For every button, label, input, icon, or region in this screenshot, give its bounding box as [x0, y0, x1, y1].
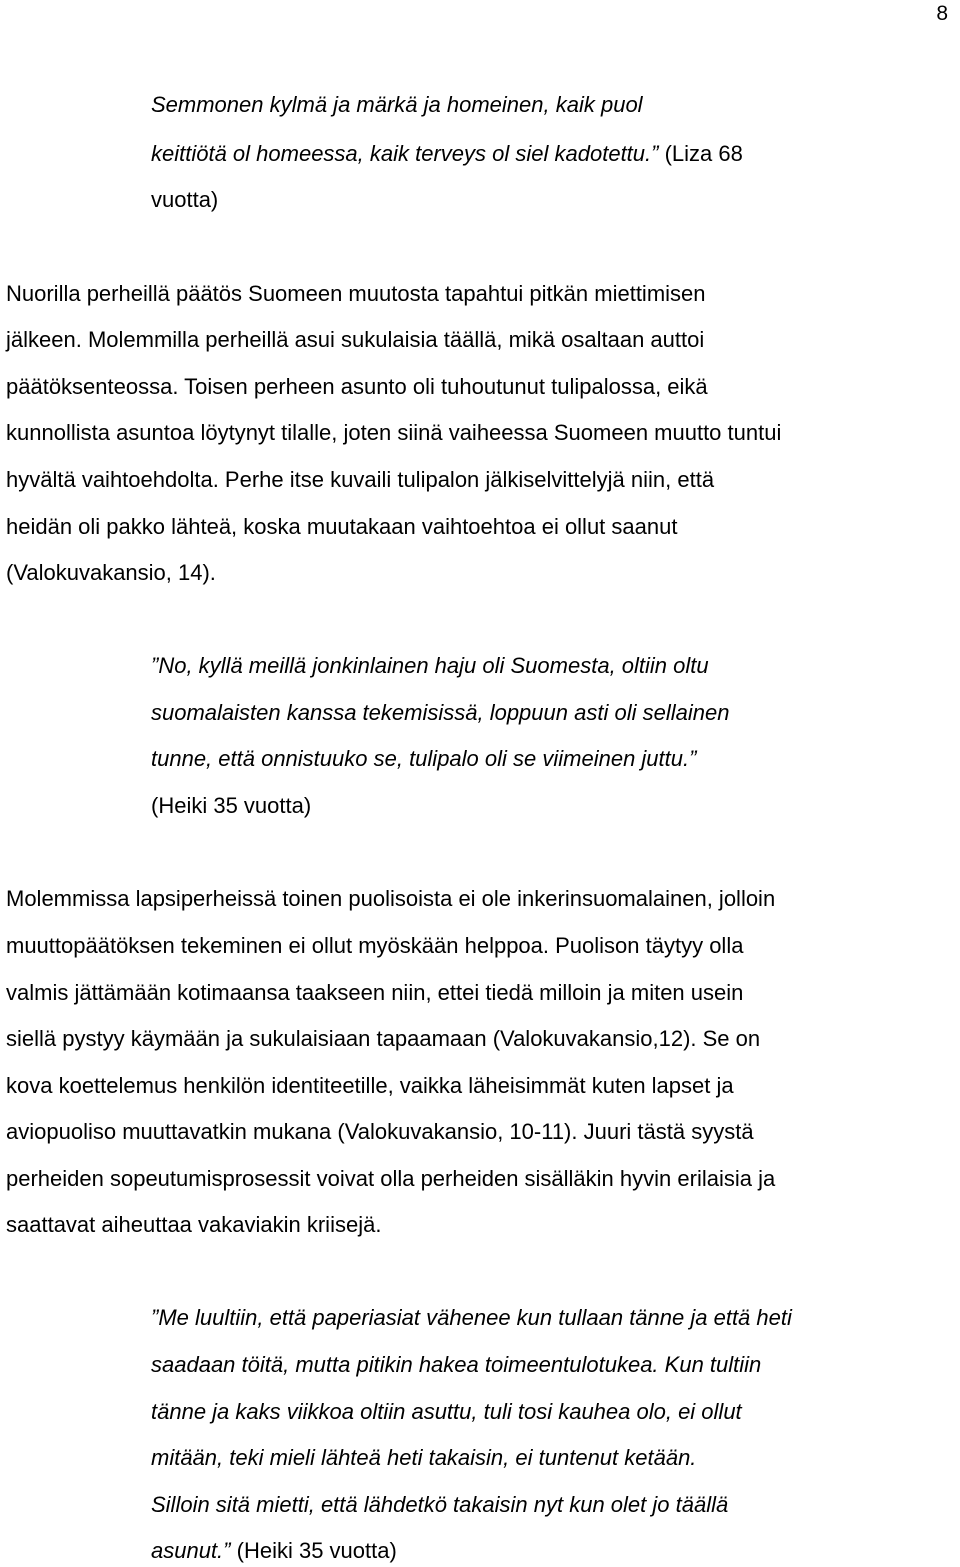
paragraph-line: muuttopäätöksen tekeminen ei ollut myöskään helppoa. Puolison täytyy olla [6, 933, 744, 958]
paragraph-line: päätöksenteossa. Toisen perheen asunto oli tuhoutunut tulipalossa, eikä [6, 374, 708, 399]
quote-line: suomalaisten kanssa tekemisissä, loppuun asti oli sellainen [151, 700, 730, 725]
paragraph-line: kova koettelemus henkilön identiteetille, vaikka läheisimmät kuten lapset ja [6, 1073, 734, 1098]
quote-line: vuotta) [151, 187, 219, 212]
quote-line: Semmonen kylmä ja märkä ja homeinen, kaik puol [151, 92, 643, 117]
quote-line: saadaan töitä, mutta pitikin hakea toimeentulotukea. Kun tultiin [151, 1352, 762, 1377]
paragraph-line: saattavat aiheuttaa vakaviakin kriisejä. [6, 1212, 382, 1237]
paragraph-line: jälkeen. Molemmilla perheillä asui sukulaisia täällä, mikä osaltaan auttoi [6, 327, 705, 352]
paragraph-line: heidän oli pakko lähteä, koska muutakaan vaihtoehtoa ei ollut saanut [6, 514, 678, 539]
quote-line: mitään, teki mieli lähteä heti takaisin, ei tuntenut ketään. [151, 1445, 697, 1470]
paragraph-line: valmis jättämään kotimaansa taakseen niin, ettei tiedä milloin ja miten usein [6, 980, 744, 1005]
paragraph-line: kunnollista asuntoa löytynyt tilalle, joten siinä vaiheessa Suomeen muutto tuntui [6, 420, 782, 445]
page-number: 8 [936, 2, 948, 25]
paragraph-line: Nuorilla perheillä päätös Suomeen muutosta tapahtui pitkän miettimisen [6, 281, 706, 306]
quote-attribution: (Heiki 35 vuotta) [151, 793, 312, 818]
quote-line: asunut.” (Heiki 35 vuotta) [151, 1538, 397, 1563]
paragraph-line: siellä pystyy käymään ja sukulaisiaan tapaamaan (Valokuvakansio,12). Se on [6, 1026, 761, 1051]
quote-attribution: (Liza 68 [664, 141, 743, 166]
quote-attribution: (Heiki 35 vuotta) [236, 1538, 397, 1563]
quote-line: ”No, kyllä meillä jonkinlainen haju oli Suomesta, oltiin oltu [151, 653, 709, 678]
quote-line: ”Me luultiin, että paperiasiat vähenee kun tullaan tänne ja että heti [151, 1305, 792, 1330]
paragraph-line: (Valokuvakansio, 14). [6, 560, 216, 585]
quote-line: tänne ja kaks viikkoa oltiin asuttu, tuli tosi kauhea olo, ei ollut [151, 1399, 742, 1424]
quote-line: Silloin sitä mietti, että lähdetkö takaisin nyt kun olet jo täällä [151, 1492, 729, 1517]
paragraph-line: Molemmissa lapsiperheissä toinen puolisoista ei ole inkerinsuomalainen, jolloin [6, 886, 776, 911]
quote-line: keittiötä ol homeessa, kaik terveys ol siel kadotettu.” (Liza 68 [151, 141, 743, 166]
paragraph-line: perheiden sopeutumisprosessit voivat olla perheiden sisälläkin hyvin erilaisia ja [6, 1166, 776, 1191]
quote-line: tunne, että onnistuuko se, tulipalo oli se viimeinen juttu.” [151, 746, 697, 771]
paragraph-line: hyvältä vaihtoehdolta. Perhe itse kuvaili tulipalon jälkiselvittelyjä niin, että [6, 467, 715, 492]
paragraph-line: aviopuoliso muuttavatkin mukana (Valokuvakansio, 10-11). Juuri tästä syystä [6, 1119, 754, 1144]
